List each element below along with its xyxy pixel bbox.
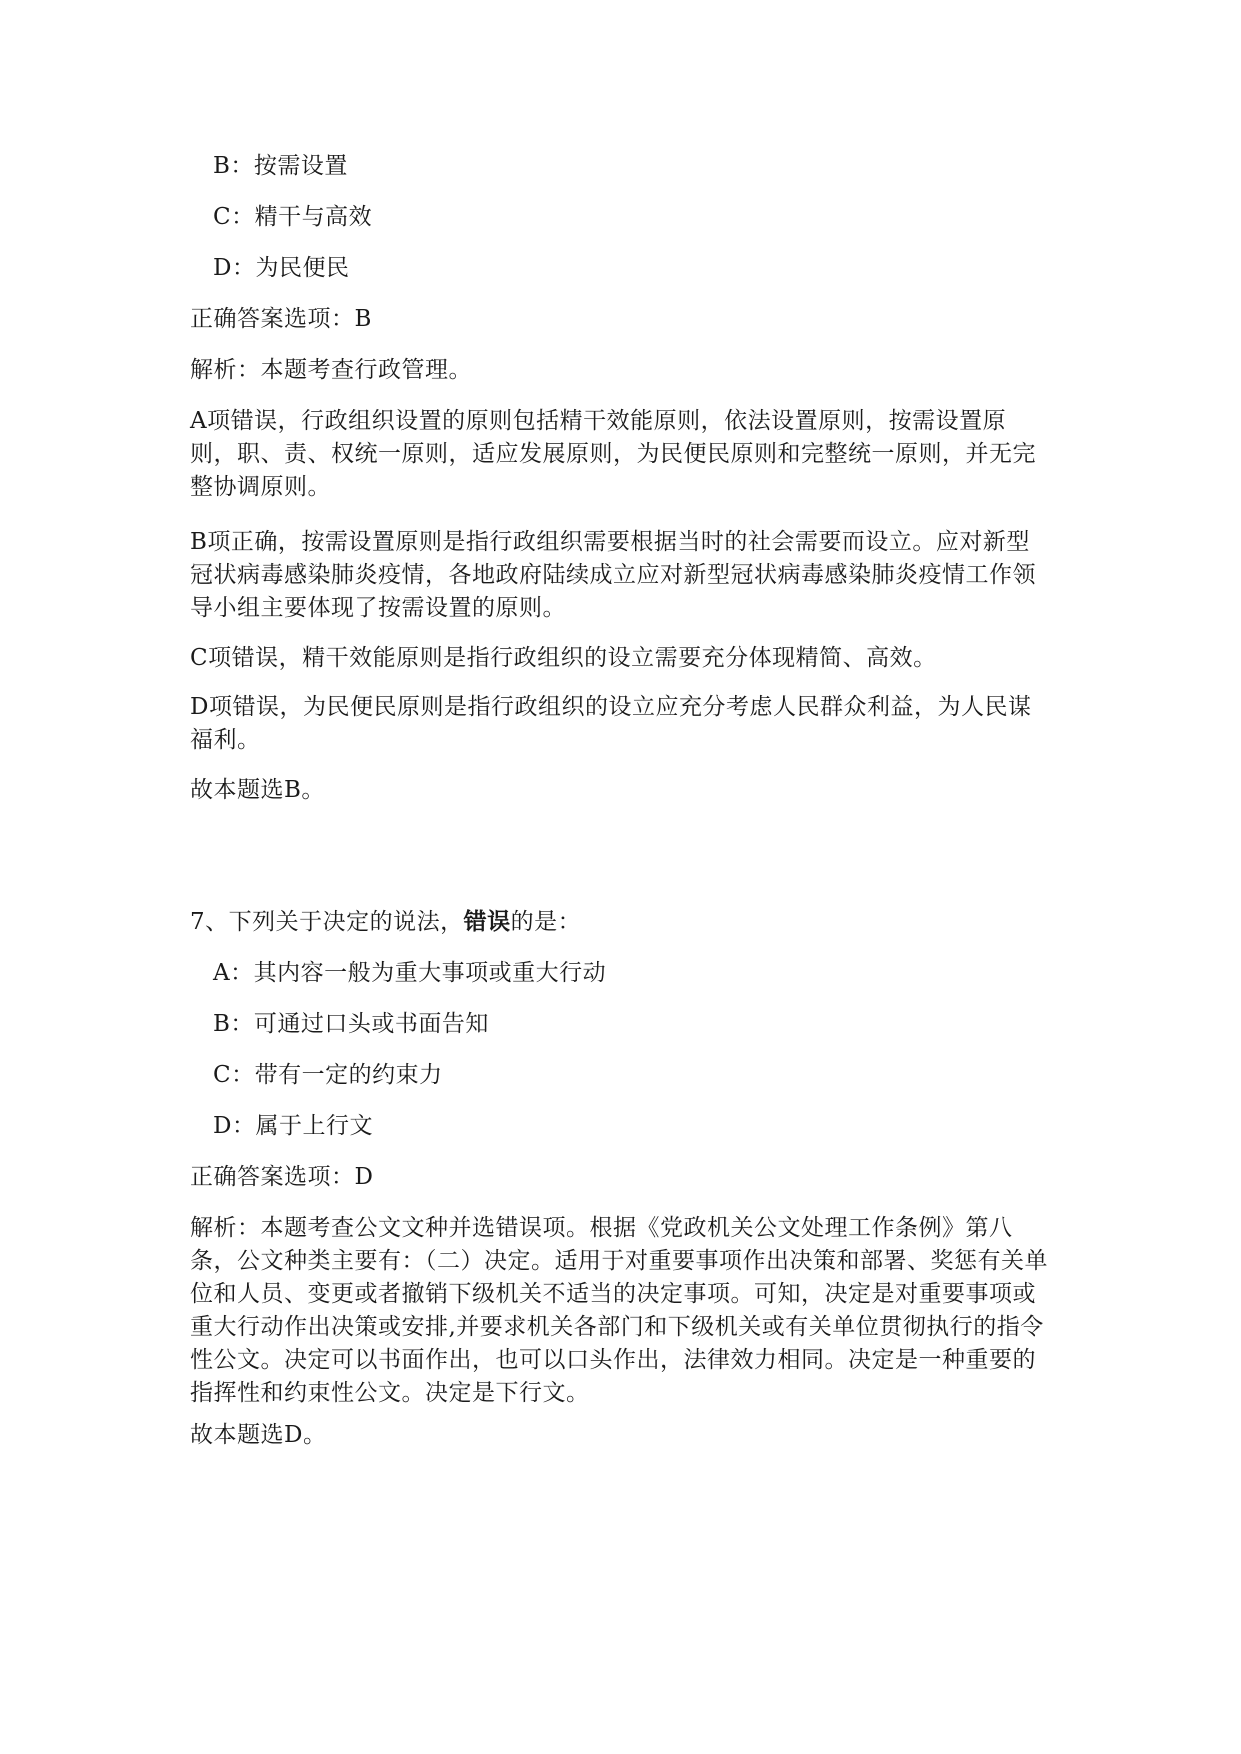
q7-conclusion: 故本题选D。 <box>190 1422 327 1448</box>
q6-analysis-b: B项正确，按需设置原则是指行政组织需要根据当时的社会需要而设立。应对新型冠状病毒感染肺炎疫情，各地政府陆续成立应对新型冠状病毒感染肺炎疫情工作领导小组主要体现了按需设置的原则。 <box>190 529 1036 621</box>
q7-question-suffix: 的是： <box>510 909 582 935</box>
q7-option-d: D：属于上行文 <box>213 1113 373 1139</box>
q7-correct-answer: 正确答案选项：D <box>190 1164 374 1190</box>
q6-option-b: B：按需设置 <box>213 153 348 179</box>
q6-analysis-a: A项错误，行政组织设置的原则包括精干效能原则，依法设置原则，按需设置原则，职、责、权统一原则，适应发展原则，为民便民原则和完整统一原则，并无完整协调原则。 <box>190 408 1036 500</box>
q7-question <box>190 906 581 938</box>
q7-analysis: 解析：本题考查公文文种并选错误项。根据《党政机关公文处理工作条例》第八条，公文种类主要有：（二）决定。适用于对重要事项作出决策和部署、奖惩有关单位和人员、变更或者撤销下级机关不适当的决定事项。可知，决定是对重要事项或重大行动作出决策或安排,并要求机关各部门和下级机关或有关单位贯彻执行的指令性公文。决定可以书面作出，也可以口头作出，法律效力相同。决定是一种重要的指挥性和约束性公文。决定是下行文。 <box>190 1215 1048 1406</box>
q7-question-emphasis: 错误 <box>463 908 511 935</box>
q7-option-c: C：带有一定的约束力 <box>213 1062 443 1088</box>
q6-analysis-title: 解析：本题考查行政管理。 <box>190 357 472 383</box>
q7-option-a: A：其内容一般为重大事项或重大行动 <box>213 960 607 986</box>
q6-correct-answer: 正确答案选项：B <box>190 306 372 332</box>
q6-option-d: D：为民便民 <box>213 255 350 281</box>
q6-analysis-d: D项错误，为民便民原则是指行政组织的设立应充分考虑人民群众利益，为人民谋福利。 <box>190 694 1032 753</box>
q7-question-prefix: 7、下列关于决定的说法， <box>190 909 464 935</box>
q6-conclusion: 故本题选B。 <box>190 777 325 803</box>
q6-analysis-c: C项错误，精干效能原则是指行政组织的设立需要充分体现精简、高效。 <box>190 645 937 671</box>
q6-option-c: C：精干与高效 <box>213 204 373 230</box>
q7-option-b: B：可通过口头或书面告知 <box>213 1011 489 1037</box>
